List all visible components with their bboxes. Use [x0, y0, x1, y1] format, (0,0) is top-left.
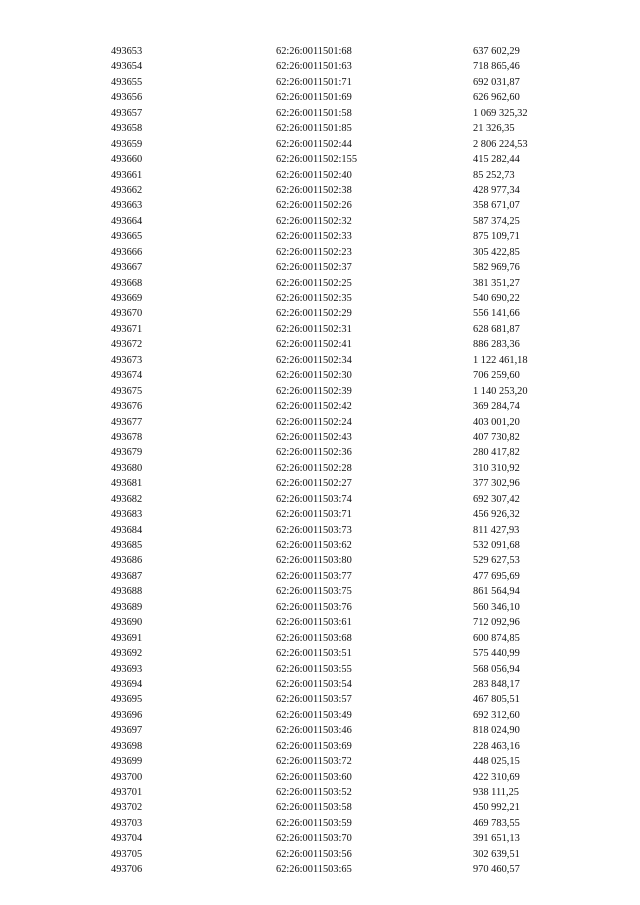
- row-number-cell: 493660: [111, 154, 143, 166]
- table-row: [0, 723, 640, 738]
- row-number-cell: 493704: [111, 833, 143, 845]
- table-row: [0, 461, 640, 476]
- cadastral-number-cell: 62:26:0011503:55: [276, 663, 352, 675]
- table-row: [0, 492, 640, 507]
- row-number-cell: 493682: [111, 493, 143, 505]
- cadastral-number-cell: 62:26:0011502:36: [276, 447, 352, 459]
- table-row: [0, 800, 640, 815]
- table-row: [0, 862, 640, 877]
- value-cell: 2 806 224,53: [473, 138, 528, 150]
- cadastral-number-cell: 62:26:0011503:56: [276, 848, 352, 860]
- row-number-cell: 493681: [111, 478, 143, 490]
- cadastral-number-cell: 62:26:0011502:25: [276, 277, 352, 289]
- cadastral-number-cell: 62:26:0011502:26: [276, 200, 352, 212]
- table-row: [0, 507, 640, 522]
- cadastral-number-cell: 62:26:0011502:29: [276, 308, 352, 320]
- row-number-cell: 493690: [111, 617, 143, 629]
- value-cell: 456 926,32: [473, 509, 520, 521]
- table-row: [0, 214, 640, 229]
- table-row: [0, 276, 640, 291]
- table-row: [0, 445, 640, 460]
- table-row: [0, 476, 640, 491]
- cadastral-number-cell: 62:26:0011502:32: [276, 215, 352, 227]
- value-cell: 875 109,71: [473, 231, 520, 243]
- table-row: [0, 677, 640, 692]
- cadastral-number-cell: 62:26:0011501:69: [276, 92, 352, 104]
- table-row: [0, 584, 640, 599]
- table-row: [0, 646, 640, 661]
- value-cell: 469 783,55: [473, 817, 520, 829]
- table-row: [0, 59, 640, 74]
- row-number-cell: 493658: [111, 123, 143, 135]
- value-cell: 381 351,27: [473, 277, 520, 289]
- row-number-cell: 493673: [111, 354, 143, 366]
- value-cell: 305 422,85: [473, 246, 520, 258]
- value-cell: 415 282,44: [473, 154, 520, 166]
- table-row: [0, 90, 640, 105]
- row-number-cell: 493669: [111, 293, 143, 304]
- row-number-cell: 493696: [111, 709, 143, 721]
- value-cell: 467 805,51: [473, 694, 520, 706]
- row-number-cell: 493695: [111, 694, 143, 706]
- row-number-cell: 493662: [111, 184, 143, 196]
- value-cell: 422 310,69: [473, 771, 520, 783]
- cadastral-number-cell: 62:26:0011503:54: [276, 678, 352, 690]
- value-cell: 228 463,16: [473, 740, 520, 752]
- value-cell: 886 283,36: [473, 339, 520, 351]
- value-cell: 450 992,21: [473, 802, 520, 814]
- value-cell: 938 111,25: [473, 787, 519, 798]
- row-number-cell: 493680: [111, 462, 143, 474]
- cadastral-number-cell: 62:26:0011503:71: [276, 509, 352, 521]
- cadastral-number-cell: 62:26:0011502:28: [276, 462, 352, 474]
- row-number-cell: 493666: [111, 246, 143, 258]
- value-cell: 582 969,76: [473, 262, 520, 274]
- value-cell: 587 374,25: [473, 215, 520, 227]
- cadastral-number-cell: 62:26:0011503:77: [276, 570, 352, 582]
- table-row: [0, 615, 640, 630]
- cadastral-number-cell: 62:26:0011502:31: [276, 323, 352, 335]
- table-row: [0, 245, 640, 260]
- table-row: [0, 430, 640, 445]
- value-cell: 692 031,87: [473, 76, 520, 88]
- cadastral-number-cell: 62:26:0011503:68: [276, 632, 352, 644]
- value-cell: 706 259,60: [473, 370, 520, 382]
- cadastral-number-cell: 62:26:0011503:65: [276, 864, 352, 876]
- table-row: [0, 337, 640, 352]
- cadastral-number-cell: 62:26:0011503:80: [276, 555, 352, 567]
- cadastral-number-cell: 62:26:0011502:41: [276, 339, 352, 351]
- row-number-cell: 493692: [111, 648, 143, 660]
- cadastral-number-cell: 62:26:0011501:58: [276, 107, 352, 119]
- cadastral-number-cell: 62:26:0011503:76: [276, 601, 352, 613]
- cadastral-number-cell: 62:26:0011501:68: [276, 46, 352, 57]
- cadastral-number-cell: 62:26:0011503:72: [276, 756, 352, 768]
- table-row: [0, 754, 640, 769]
- value-cell: 1 140 253,20: [473, 385, 528, 397]
- row-number-cell: 493700: [111, 771, 143, 783]
- cadastral-number-cell: 62:26:0011502:30: [276, 370, 352, 382]
- cadastral-number-cell: 62:26:0011503:70: [276, 833, 352, 845]
- row-number-cell: 493659: [111, 138, 143, 150]
- row-number-cell: 493654: [111, 61, 143, 73]
- value-cell: 1 069 325,32: [473, 107, 528, 119]
- table-row: [0, 322, 640, 337]
- table-row: [0, 384, 640, 399]
- row-number-cell: 493663: [111, 200, 143, 212]
- cadastral-number-cell: 62:26:0011502:38: [276, 184, 352, 196]
- row-number-cell: 493706: [111, 864, 143, 876]
- table-row: [0, 600, 640, 615]
- value-cell: 560 346,10: [473, 601, 520, 613]
- cadastral-number-cell: 62:26:0011503:69: [276, 740, 352, 752]
- value-cell: 568 056,94: [473, 663, 520, 675]
- table-row: [0, 692, 640, 707]
- table-row: [0, 291, 640, 306]
- table-row: [0, 306, 640, 321]
- table-row: [0, 152, 640, 167]
- table-row: [0, 368, 640, 383]
- value-cell: 358 671,07: [473, 200, 520, 212]
- row-number-cell: 493677: [111, 416, 143, 428]
- cadastral-number-cell: 62:26:0011502:39: [276, 385, 352, 397]
- table-row: [0, 708, 640, 723]
- value-cell: 428 977,34: [473, 184, 520, 196]
- value-cell: 477 695,69: [473, 570, 520, 582]
- row-number-cell: 493656: [111, 92, 143, 104]
- table-row: [0, 662, 640, 677]
- table-row: [0, 415, 640, 430]
- row-number-cell: 493684: [111, 524, 143, 536]
- cadastral-number-cell: 62:26:0011502:23: [276, 246, 352, 258]
- value-cell: 283 848,17: [473, 678, 520, 690]
- row-number-cell: 493665: [111, 231, 143, 243]
- value-cell: 1 122 461,18: [473, 354, 528, 366]
- row-number-cell: 493678: [111, 431, 143, 443]
- cadastral-number-cell: 62:26:0011502:34: [276, 354, 352, 366]
- value-cell: 811 427,93: [473, 524, 520, 536]
- cadastral-number-cell: 62:26:0011502:44: [276, 138, 352, 150]
- cadastral-number-cell: 62:26:0011503:61: [276, 617, 352, 629]
- value-cell: 280 417,82: [473, 447, 520, 459]
- row-number-cell: 493664: [111, 215, 143, 227]
- value-cell: 302 639,51: [473, 848, 520, 860]
- row-number-cell: 493674: [111, 370, 143, 382]
- row-number-cell: 493653: [111, 46, 143, 57]
- value-cell: 600 874,85: [473, 632, 520, 644]
- cadastral-number-cell: 62:26:0011502:40: [276, 169, 352, 181]
- table-row: [0, 770, 640, 785]
- row-number-cell: 493675: [111, 385, 143, 397]
- value-cell: 692 307,42: [473, 493, 520, 505]
- cadastral-number-cell: 62:26:0011502:43: [276, 431, 352, 443]
- table-row: [0, 106, 640, 121]
- cadastral-number-cell: 62:26:0011503:74: [276, 493, 352, 505]
- value-cell: 692 312,60: [473, 709, 520, 721]
- row-number-cell: 493691: [111, 632, 143, 644]
- row-number-cell: 493693: [111, 663, 143, 675]
- cadastral-number-cell: 62:26:0011502:37: [276, 262, 352, 274]
- value-cell: 718 865,46: [473, 61, 520, 73]
- row-number-cell: 493670: [111, 308, 143, 320]
- table-row: [0, 44, 640, 59]
- table-row: [0, 260, 640, 275]
- cadastral-number-cell: 62:26:0011501:85: [276, 123, 352, 135]
- row-number-cell: 493685: [111, 540, 143, 551]
- value-cell: 540 690,22: [473, 293, 520, 304]
- row-number-cell: 493688: [111, 586, 143, 598]
- cadastral-number-cell: 62:26:0011503:51: [276, 648, 352, 660]
- table-row: [0, 831, 640, 846]
- row-number-cell: 493683: [111, 509, 143, 521]
- value-cell: 556 141,66: [473, 308, 520, 320]
- cadastral-number-cell: 62:26:0011502:35: [276, 293, 352, 304]
- row-number-cell: 493699: [111, 756, 143, 768]
- cadastral-number-cell: 62:26:0011502:155: [276, 154, 358, 166]
- table-row: [0, 553, 640, 568]
- cadastral-number-cell: 62:26:0011502:33: [276, 231, 352, 243]
- row-number-cell: 493689: [111, 601, 143, 613]
- row-number-cell: 493703: [111, 817, 143, 829]
- cadastral-number-cell: 62:26:0011502:24: [276, 416, 352, 428]
- records-table: [0, 44, 640, 878]
- table-row: [0, 631, 640, 646]
- value-cell: 85 252,73: [473, 169, 515, 181]
- value-cell: 377 302,96: [473, 478, 520, 490]
- table-row: [0, 538, 640, 553]
- table-row: [0, 785, 640, 800]
- table-row: [0, 739, 640, 754]
- table-row: [0, 847, 640, 862]
- value-cell: 407 730,82: [473, 431, 520, 443]
- value-cell: 448 025,15: [473, 756, 520, 768]
- value-cell: 21 326,35: [473, 123, 515, 135]
- cadastral-number-cell: 62:26:0011501:63: [276, 61, 352, 73]
- value-cell: 712 092,96: [473, 617, 520, 629]
- table-row: [0, 137, 640, 152]
- row-number-cell: 493667: [111, 262, 143, 274]
- cadastral-number-cell: 62:26:0011503:59: [276, 817, 352, 829]
- row-number-cell: 493686: [111, 555, 143, 567]
- row-number-cell: 493687: [111, 570, 143, 582]
- value-cell: 532 091,68: [473, 540, 520, 551]
- value-cell: 970 460,57: [473, 864, 520, 876]
- table-row: [0, 523, 640, 538]
- table-row: [0, 121, 640, 136]
- value-cell: 369 284,74: [473, 401, 520, 413]
- row-number-cell: 493661: [111, 169, 143, 181]
- table-row: [0, 569, 640, 584]
- cadastral-number-cell: 62:26:0011503:52: [276, 787, 352, 798]
- value-cell: 403 001,20: [473, 416, 520, 428]
- value-cell: 310 310,92: [473, 462, 520, 474]
- cadastral-number-cell: 62:26:0011503:58: [276, 802, 352, 814]
- cadastral-number-cell: 62:26:0011503:62: [276, 540, 352, 551]
- row-number-cell: 493701: [111, 787, 143, 798]
- value-cell: 637 602,29: [473, 46, 520, 57]
- row-number-cell: 493698: [111, 740, 143, 752]
- table-row: [0, 75, 640, 90]
- row-number-cell: 493672: [111, 339, 143, 351]
- cadastral-number-cell: 62:26:0011503:73: [276, 524, 352, 536]
- value-cell: 861 564,94: [473, 586, 520, 598]
- table-row: [0, 183, 640, 198]
- table-row: [0, 399, 640, 414]
- row-number-cell: 493697: [111, 725, 143, 737]
- value-cell: 391 651,13: [473, 833, 520, 845]
- value-cell: 529 627,53: [473, 555, 520, 567]
- cadastral-number-cell: 62:26:0011503:60: [276, 771, 352, 783]
- cadastral-number-cell: 62:26:0011502:27: [276, 478, 352, 490]
- table-row: [0, 229, 640, 244]
- value-cell: 628 681,87: [473, 323, 520, 335]
- row-number-cell: 493679: [111, 447, 143, 459]
- cadastral-number-cell: 62:26:0011502:42: [276, 401, 352, 413]
- cadastral-number-cell: 62:26:0011503:46: [276, 725, 352, 737]
- cadastral-number-cell: 62:26:0011501:71: [276, 76, 352, 88]
- value-cell: 575 440,99: [473, 648, 520, 660]
- row-number-cell: 493694: [111, 678, 143, 690]
- row-number-cell: 493702: [111, 802, 143, 814]
- cadastral-number-cell: 62:26:0011503:75: [276, 586, 352, 598]
- row-number-cell: 493671: [111, 323, 143, 335]
- row-number-cell: 493657: [111, 107, 143, 119]
- cadastral-number-cell: 62:26:0011503:49: [276, 709, 352, 721]
- table-row: [0, 816, 640, 831]
- table-row: [0, 353, 640, 368]
- value-cell: 626 962,60: [473, 92, 520, 104]
- value-cell: 818 024,90: [473, 725, 520, 737]
- table-row: [0, 168, 640, 183]
- table-row: [0, 198, 640, 213]
- row-number-cell: 493668: [111, 277, 143, 289]
- row-number-cell: 493705: [111, 848, 143, 860]
- row-number-cell: 493676: [111, 401, 143, 413]
- row-number-cell: 493655: [111, 76, 143, 88]
- cadastral-number-cell: 62:26:0011503:57: [276, 694, 352, 706]
